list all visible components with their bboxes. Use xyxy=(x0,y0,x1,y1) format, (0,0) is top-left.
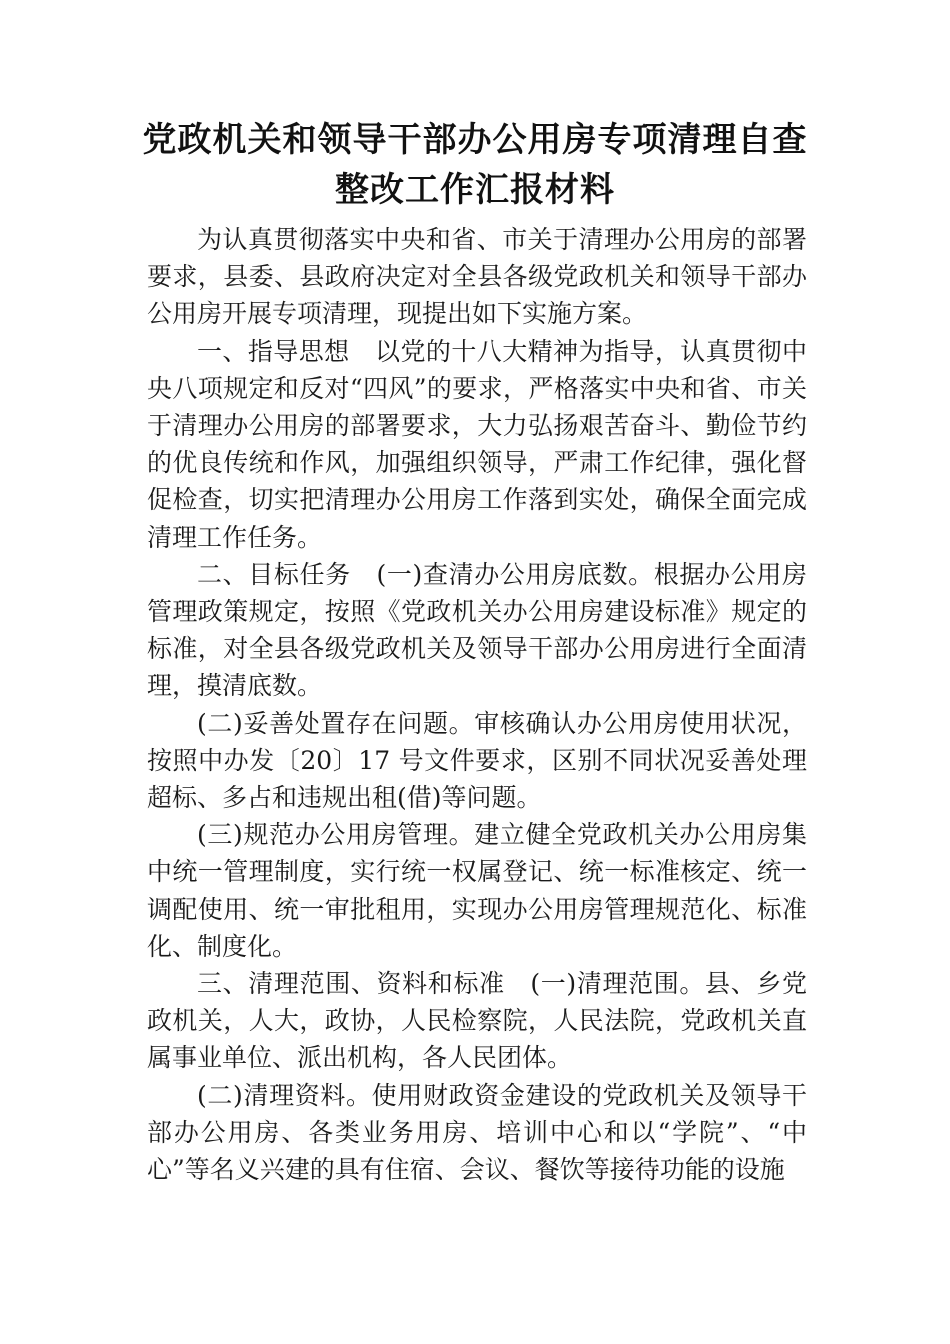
paragraph-scope: 三、清理范围、资料和标准 (一)清理范围。县、乡党政机关，人大，政协，人民检察院，人民法院，党政机关直属事业单位、派出机构，各人民团体。 xyxy=(147,969,807,1073)
paragraph-intro: 为认真贯彻落实中央和省、市关于清理办公用房的部署要求，县委、县政府决定对全县各级党政机关和领导干部办公用房开展专项清理，现提出如下实施方案。 xyxy=(147,225,807,329)
document-title-line-2: 整改工作汇报材料 xyxy=(335,170,615,210)
paragraph-materials: (二)清理资料。使用财政资金建设的党政机关及领导干部办公用房、各类业务用房、培训中心和以“学院”、“中心”等名义兴建的具有住宿、会议、餐饮等接待功能的设施 xyxy=(147,1080,807,1185)
paragraph-guiding-ideology: 一、指导思想 以党的十八大精神为指导，认真贯彻中央八项规定和反对“四风”的要求，严格落实中央和省、市关于清理办公用房的部署要求，大力弘扬艰苦奋斗、勤俭节约的优良传统和作风，加强组织领导，严肃工作纪律，强化督促检查，切实把清理办公用房工作落到实处，确保全面完成清理工作任务。 xyxy=(147,336,807,552)
paragraph-goals: 二、目标任务 (一)查清办公用房底数。根据办公用房管理政策规定，按照《党政机关办公用房建设标准》规定的标准，对全县各级党政机关及领导干部办公用房进行全面清理，摸清底数。 xyxy=(147,559,807,701)
paragraph-resolve-issues: (二)妥善处置存在问题。审核确认办公用房使用状况，按照中办发〔20〕17 号文件要求，区别不同状况妥善处理超标、多占和违规出租(借)等问题。 xyxy=(147,708,807,813)
document-title-line-1: 党政机关和领导干部办公用房专项清理自查 xyxy=(142,120,808,160)
paragraph-standardize-management: (三)规范办公用房管理。建立健全党政机关办公用房集中统一管理制度，实行统一权属登记、统一标准核定、统一调配使用、统一审批租用，实现办公用房管理规范化、标准化、制度化。 xyxy=(147,820,807,961)
document-body xyxy=(147,221,807,1188)
